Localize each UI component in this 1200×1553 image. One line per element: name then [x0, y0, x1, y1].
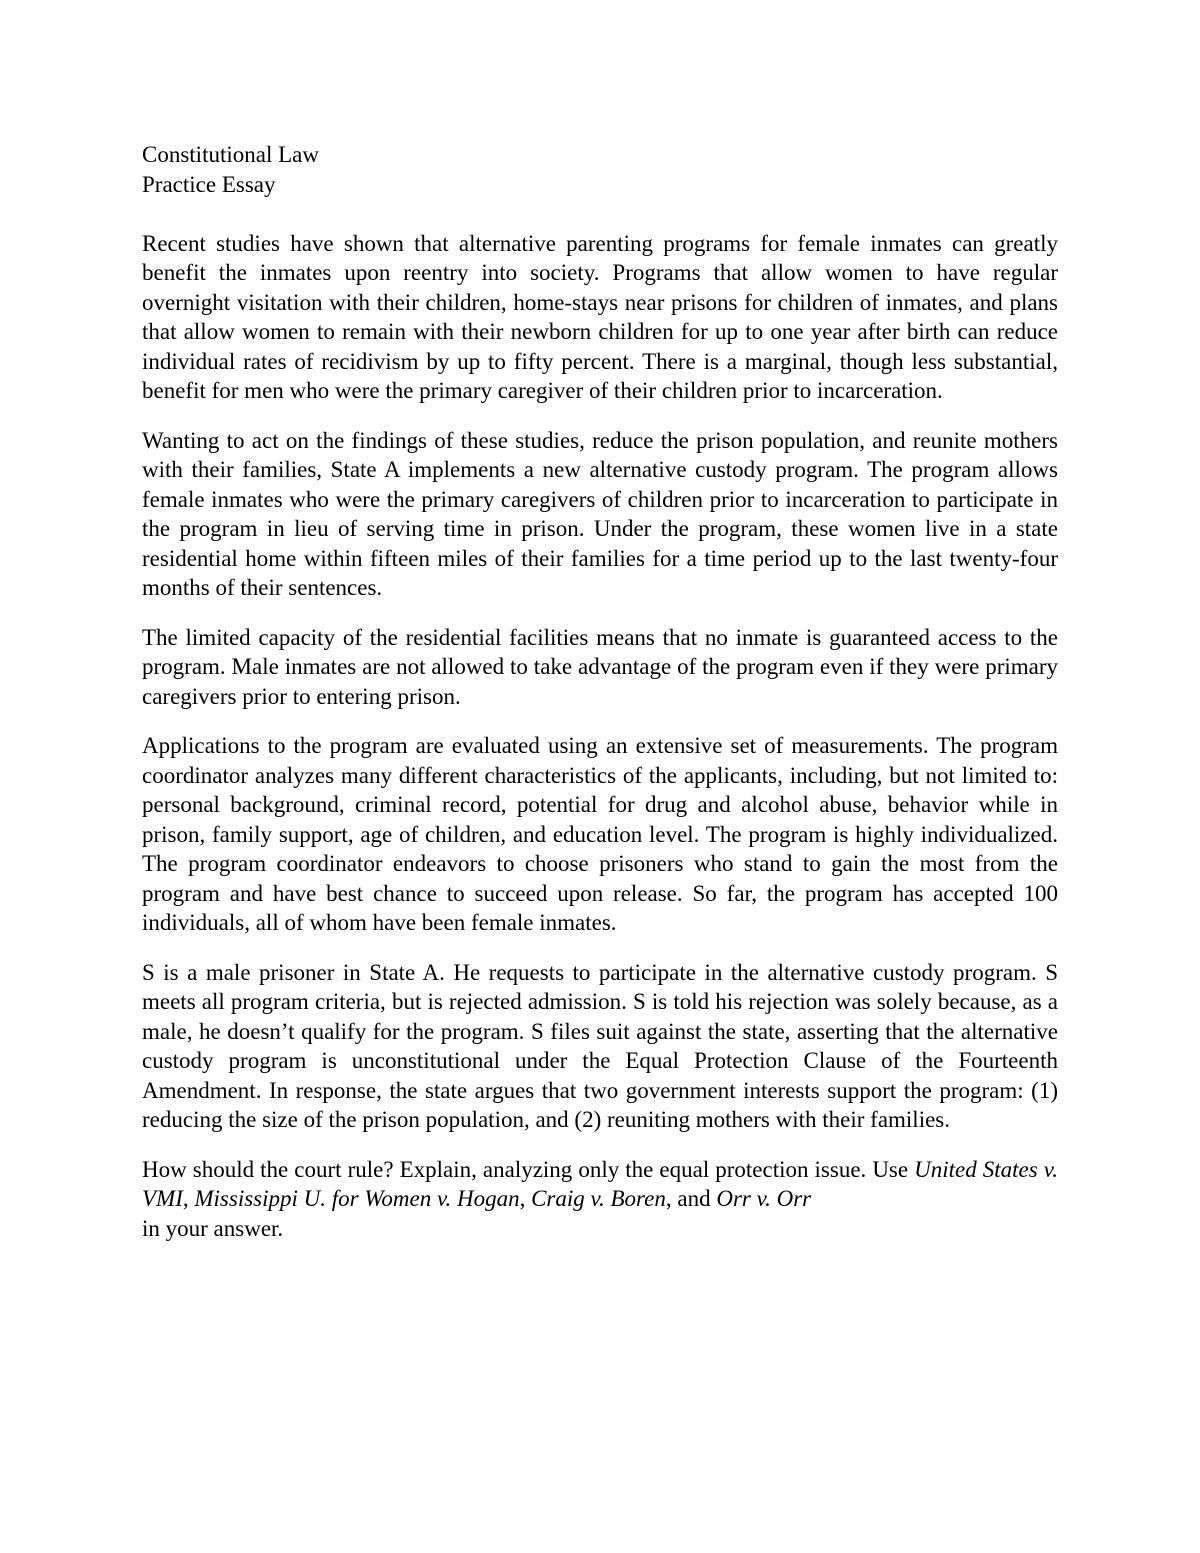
course-title: Constitutional Law — [142, 142, 319, 167]
citation-separator: , and — [665, 1186, 717, 1211]
case-citation: Mississippi U. for Women v. Hogan — [194, 1186, 520, 1211]
question-tail: in your answer. — [142, 1215, 284, 1241]
case-citation: United States v. VMI — [142, 1156, 1059, 1211]
citation-separator: , — [182, 1186, 195, 1211]
paragraph-capacity: The limited capacity of the residential facilities means that no inmate is guaranteed access to the program. Male inmates are not allowed to take advantage of the program even if they were primary caregivers prior to entering prison. — [142, 624, 1058, 709]
essay-question — [142, 1155, 1058, 1244]
paragraph-studies: Recent studies have shown that alternative parenting programs for female inmates can greatly benefit the inmates upon reentry into society. Programs that allow women to have regular overnight visitation with their children, home-stays near prisons for children of inmates, and plans that allow women to remain with their newborn children for up to one year after birth can reduce individual rates of recidivism by up to fifty percent. There is a marginal, though less substantial, benefit for men who were the primary caregiver of their children prior to incarceration. — [142, 230, 1058, 403]
question-lead: How should the court rule? Explain, analyzing only the equal protection issue. Use — [142, 1156, 909, 1182]
paragraph-applications: Applications to the program are evaluated using an extensive set of measurements. The program coordinator analyzes many different characteristics of the applicants, including, but not limited to: personal background, criminal record, potential for drug and alcohol abuse, behavior while in prison, family support, age of children, and education level. The program is highly individualized. The program coordinator endeavors to choose prisoners who stand to gain the most from the program and have best chance to succeed upon release. So far, the program has accepted 100 individuals, all of whom have been female inmates. — [142, 733, 1058, 935]
paragraph-facts-s: S is a male prisoner in State A. He requests to participate in the alternative custody program. S meets all program criteria, but is rejected admission. S is told his rejection was solely because, as a male, he doesn’t qualify for the program. S files suit against the state, asserting that the alternative custody program is unconstitutional under the Equal Protection Clause of the Fourteenth Amendment. In response, the state argues that two government interests support the program: (1) reducing the size of the prison population, and (2) reuniting mothers with their families. — [142, 959, 1058, 1132]
case-citation: Craig v. Boren — [531, 1186, 666, 1211]
citation-separator: , — [519, 1186, 532, 1211]
essay-page — [142, 140, 1058, 1243]
document-subtitle: Practice Essay — [142, 171, 276, 197]
document-header — [142, 140, 1058, 199]
case-citation: Orr v. Orr — [716, 1186, 812, 1211]
paragraph-program: Wanting to act on the findings of these studies, reduce the prison population, and reunite mothers with their families, State A implements a new alternative custody program. The program allows female inmates who were the primary caregivers of children prior to incarceration to participate in the program in lieu of serving time in prison. Under the program, these women live in a state residential home within fifteen miles of their families for a time period up to the last twenty-four months of their sentences. — [142, 427, 1058, 600]
